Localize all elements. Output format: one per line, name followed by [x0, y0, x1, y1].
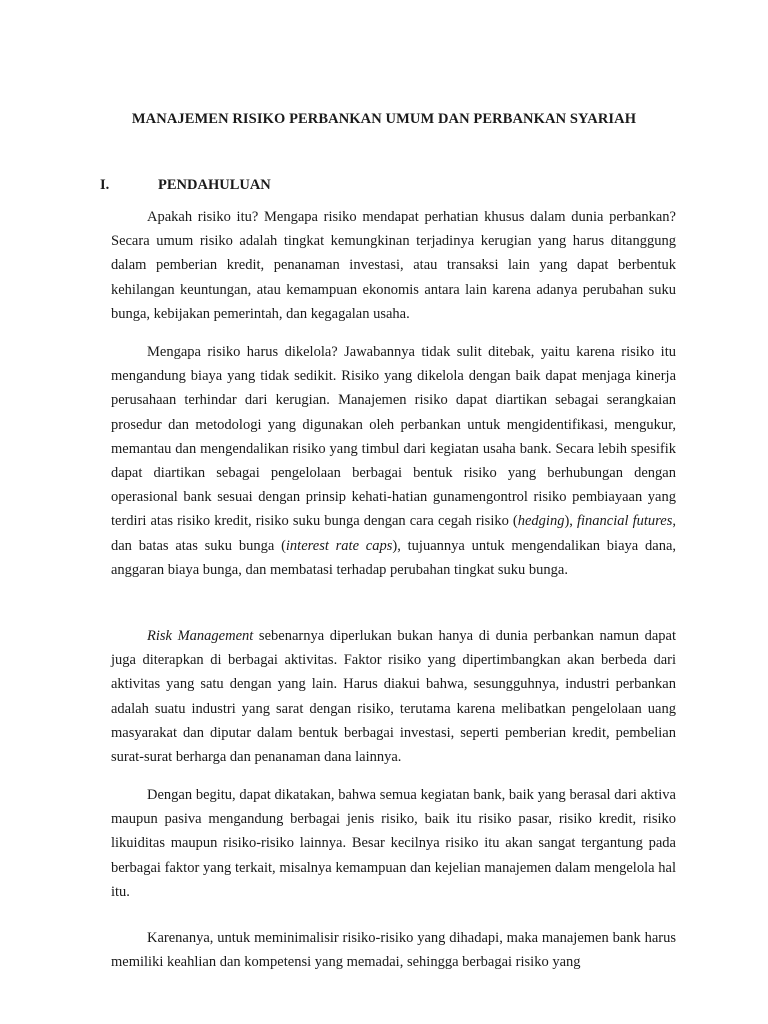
- paragraph-2-text-4: ), tujuannya untuk mengendalikan biaya dana, anggaran biaya bunga, dan membatasi terhadap perubahan tingkat suku bunga.: [111, 537, 676, 578]
- paragraph-4: Dengan begitu, dapat dikatakan, bahwa semua kegiatan bank, baik yang berasal dari aktiva maupun pasiva mengandung berbagai jenis risiko, baik itu risiko pasar, risiko kredit, risiko likuiditas maupun risiko-risiko lainnya. Besar kecilnya risiko itu akan sangat tergantung pada berbagai faktor yang terkait, misalnya kemampuan dan kejelian manajemen dalam mengelola hal itu.: [111, 787, 676, 900]
- paragraph-2-text-2: ),: [564, 513, 577, 530]
- document-title: MANAJEMEN RISIKO PERBANKAN UMUM DAN PERBANKAN SYARIAH: [131, 111, 637, 127]
- paragraph-5: Karenanya, untuk meminimalisir risiko-risiko yang dihadapi, maka manajemen bank harus memiliki keahlian dan kompetensi yang memadai, sehingga berbagai risiko yang: [111, 930, 676, 971]
- section-title: PENDAHULUAN: [158, 177, 271, 193]
- paragraph-2-term-interest-rate-caps: interest rate caps: [285, 537, 393, 554]
- paragraph-2-text-1: Mengapa risiko harus dikelola? Jawabannya tidak sulit ditebak, yaitu karena risiko itu mengandung biaya yang tidak sedikit. Risiko yang dikelola dengan baik dapat menjaga kinerja perusahaan terhindar dari kerugian. Manajemen risiko dapat diartikan sebagai serangkaian prosedur dan metodologi yang digunakan oleh perbankan untuk mengidentifikasi, mengukur, memantau dan mengendalikan risiko yang timbul dari kegiatan usaha bank. Secara lebih spesifik dapat diartikan sebagai pengelolaan berbagai bentuk risiko yang berhubungan dengan operasional bank sesuai dengan prinsip kehati-hatian gunamengontrol risiko pembiayaan yang terdiri atas risiko kredit, risiko suku bunga dengan cara cegah risiko (: [111, 344, 676, 530]
- paragraph-3-text-1: sebenarnya diperlukan bukan hanya di dunia perbankan namun dapat juga diterapkan di berbagai aktivitas. Faktor risiko yang dipertimbangkan akan berbeda dari aktivitas yang satu dengan yang lain. Harus diakui bahwa, sesungguhnya, industri perbankan adalah suatu industri yang sarat dengan risiko, terutama karena melibatkan pengelolaan uang masyarakat dan diputar dalam bentuk berbagai investasi, seperti pemberian kredit, pembelian surat-surat berharga dan penanaman dana lainnya.: [111, 628, 676, 766]
- paragraph-2-term-financial-futures: financial futures: [577, 513, 673, 530]
- section-number: I.: [100, 177, 110, 193]
- paragraph-3: [111, 624, 676, 769]
- paragraph-3-term-risk-management: Risk Management: [147, 628, 254, 644]
- paragraph-2: [111, 340, 676, 582]
- section-heading: [100, 177, 271, 194]
- paragraph-1: Apakah risiko itu? Mengapa risiko mendapat perhatian khusus dalam dunia perbankan? Secara umum risiko adalah tingkat kemungkinan terjadinya kerugian yang harus ditanggung dalam pemberian kredit, penanaman investasi, atau transaksi lain yang dapat berbentuk kehilangan keuntungan, atau kemampuan ekonomis antara lain karena adanya perubahan suku bunga, kebijakan pemerintah, dan kegagalan usaha.: [111, 209, 676, 322]
- paragraph-2-term-hedging: hedging: [517, 513, 565, 530]
- paragraph-2-text-3: , dan batas atas suku bunga (: [111, 513, 676, 554]
